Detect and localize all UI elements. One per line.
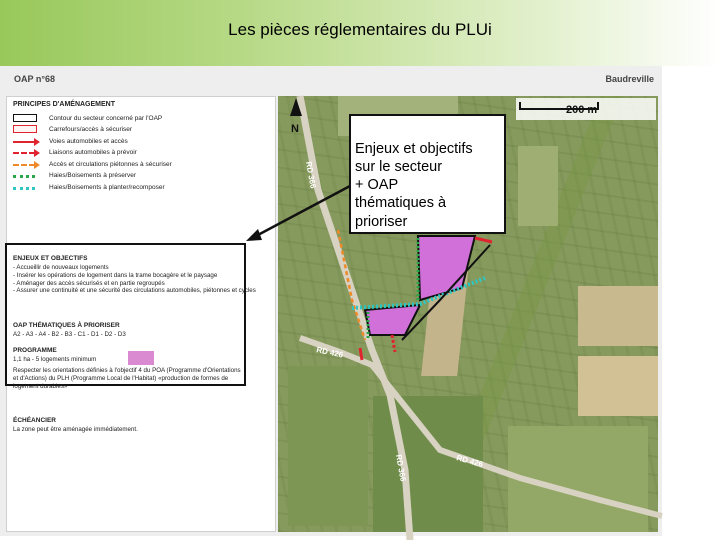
legend-label: Contour du secteur concerné par l'OAP bbox=[49, 114, 163, 122]
oap-thematiques-codes: A2 - A3 - A4 - B2 - B3 - C1 - D1 - D2 - D3 bbox=[13, 331, 126, 339]
oap-sector-north bbox=[418, 236, 475, 300]
legend-label: Voies automobiles et accès bbox=[49, 137, 128, 145]
callout-line: prioriser bbox=[355, 213, 408, 230]
principes-heading: PRINCIPES D'AMÉNAGEMENT bbox=[13, 101, 116, 108]
legend-label: Haies/Boisements à planter/recomposer bbox=[49, 183, 165, 191]
oap-number: OAP n°68 bbox=[14, 74, 55, 84]
callout-line: sur le secteur bbox=[355, 159, 443, 176]
enjeux-title: ENJEUX ET OBJECTIFS bbox=[13, 255, 88, 262]
callout-box bbox=[349, 114, 506, 234]
red-access-arrow bbox=[475, 238, 492, 242]
callout-line: Enjeux et objectifs bbox=[355, 141, 473, 157]
enjeux-item: - Insérer les opérations de logement dans la trame bocagère et le paysage bbox=[13, 271, 218, 279]
road-label: RD 366 bbox=[304, 160, 318, 190]
legend-label: Accès et circulations piétonnes à sécuriser bbox=[49, 160, 172, 168]
poa-note: Respecter les orientations définies à l'objectif 4 du POA (Programme d'Orientations et d'Actions) du PLH (Programme Local de l'Habitat) «production de formes de logement durables» bbox=[13, 367, 241, 390]
road-label: RD 426 bbox=[315, 345, 344, 360]
commune-name: Baudreville bbox=[605, 74, 654, 84]
enjeux-item: - Accueillir de nouveaux logements bbox=[13, 264, 109, 272]
legend-label: Liaisons automobiles à prévoir bbox=[49, 149, 137, 157]
slide-title: Les pièces réglementaires du PLUi bbox=[228, 20, 492, 39]
callout-line: + OAP bbox=[355, 177, 399, 194]
red-access-arrow bbox=[360, 348, 362, 360]
programme-title: PROGRAMME bbox=[13, 347, 57, 354]
callout-arrow bbox=[256, 186, 350, 236]
echeancier-title: ÉCHÉANCIER bbox=[13, 417, 56, 424]
callout-line: thématiques à bbox=[355, 195, 447, 212]
road-label: RD 426 bbox=[455, 453, 485, 469]
road-rd426 bbox=[300, 338, 662, 516]
echeancier-text: La zone peut être aménagée immédiatement. bbox=[13, 426, 138, 434]
enjeux-item: - Assurer une continuité et une sécurité des circulations automobiles, piétonnes et cycles bbox=[13, 287, 256, 295]
scale-label: 200 m bbox=[566, 104, 598, 116]
callout-arrowhead bbox=[246, 229, 262, 241]
road-label: RD 366 bbox=[394, 453, 408, 483]
legend-label: Carrefours/accès à sécuriser bbox=[49, 126, 133, 134]
enjeux-item: - Aménager des accès sécurisés et en partie regroupés bbox=[13, 279, 165, 287]
programme-text: 1,1 ha - 5 logements minimum bbox=[13, 356, 97, 364]
legend-label: Haies/Boisements à préserver bbox=[49, 172, 137, 180]
oap-thematiques-title: OAP THÉMATIQUES À PRIORISER bbox=[13, 322, 120, 329]
red-dashed-arrow bbox=[392, 335, 395, 352]
north-label: N bbox=[291, 123, 299, 135]
